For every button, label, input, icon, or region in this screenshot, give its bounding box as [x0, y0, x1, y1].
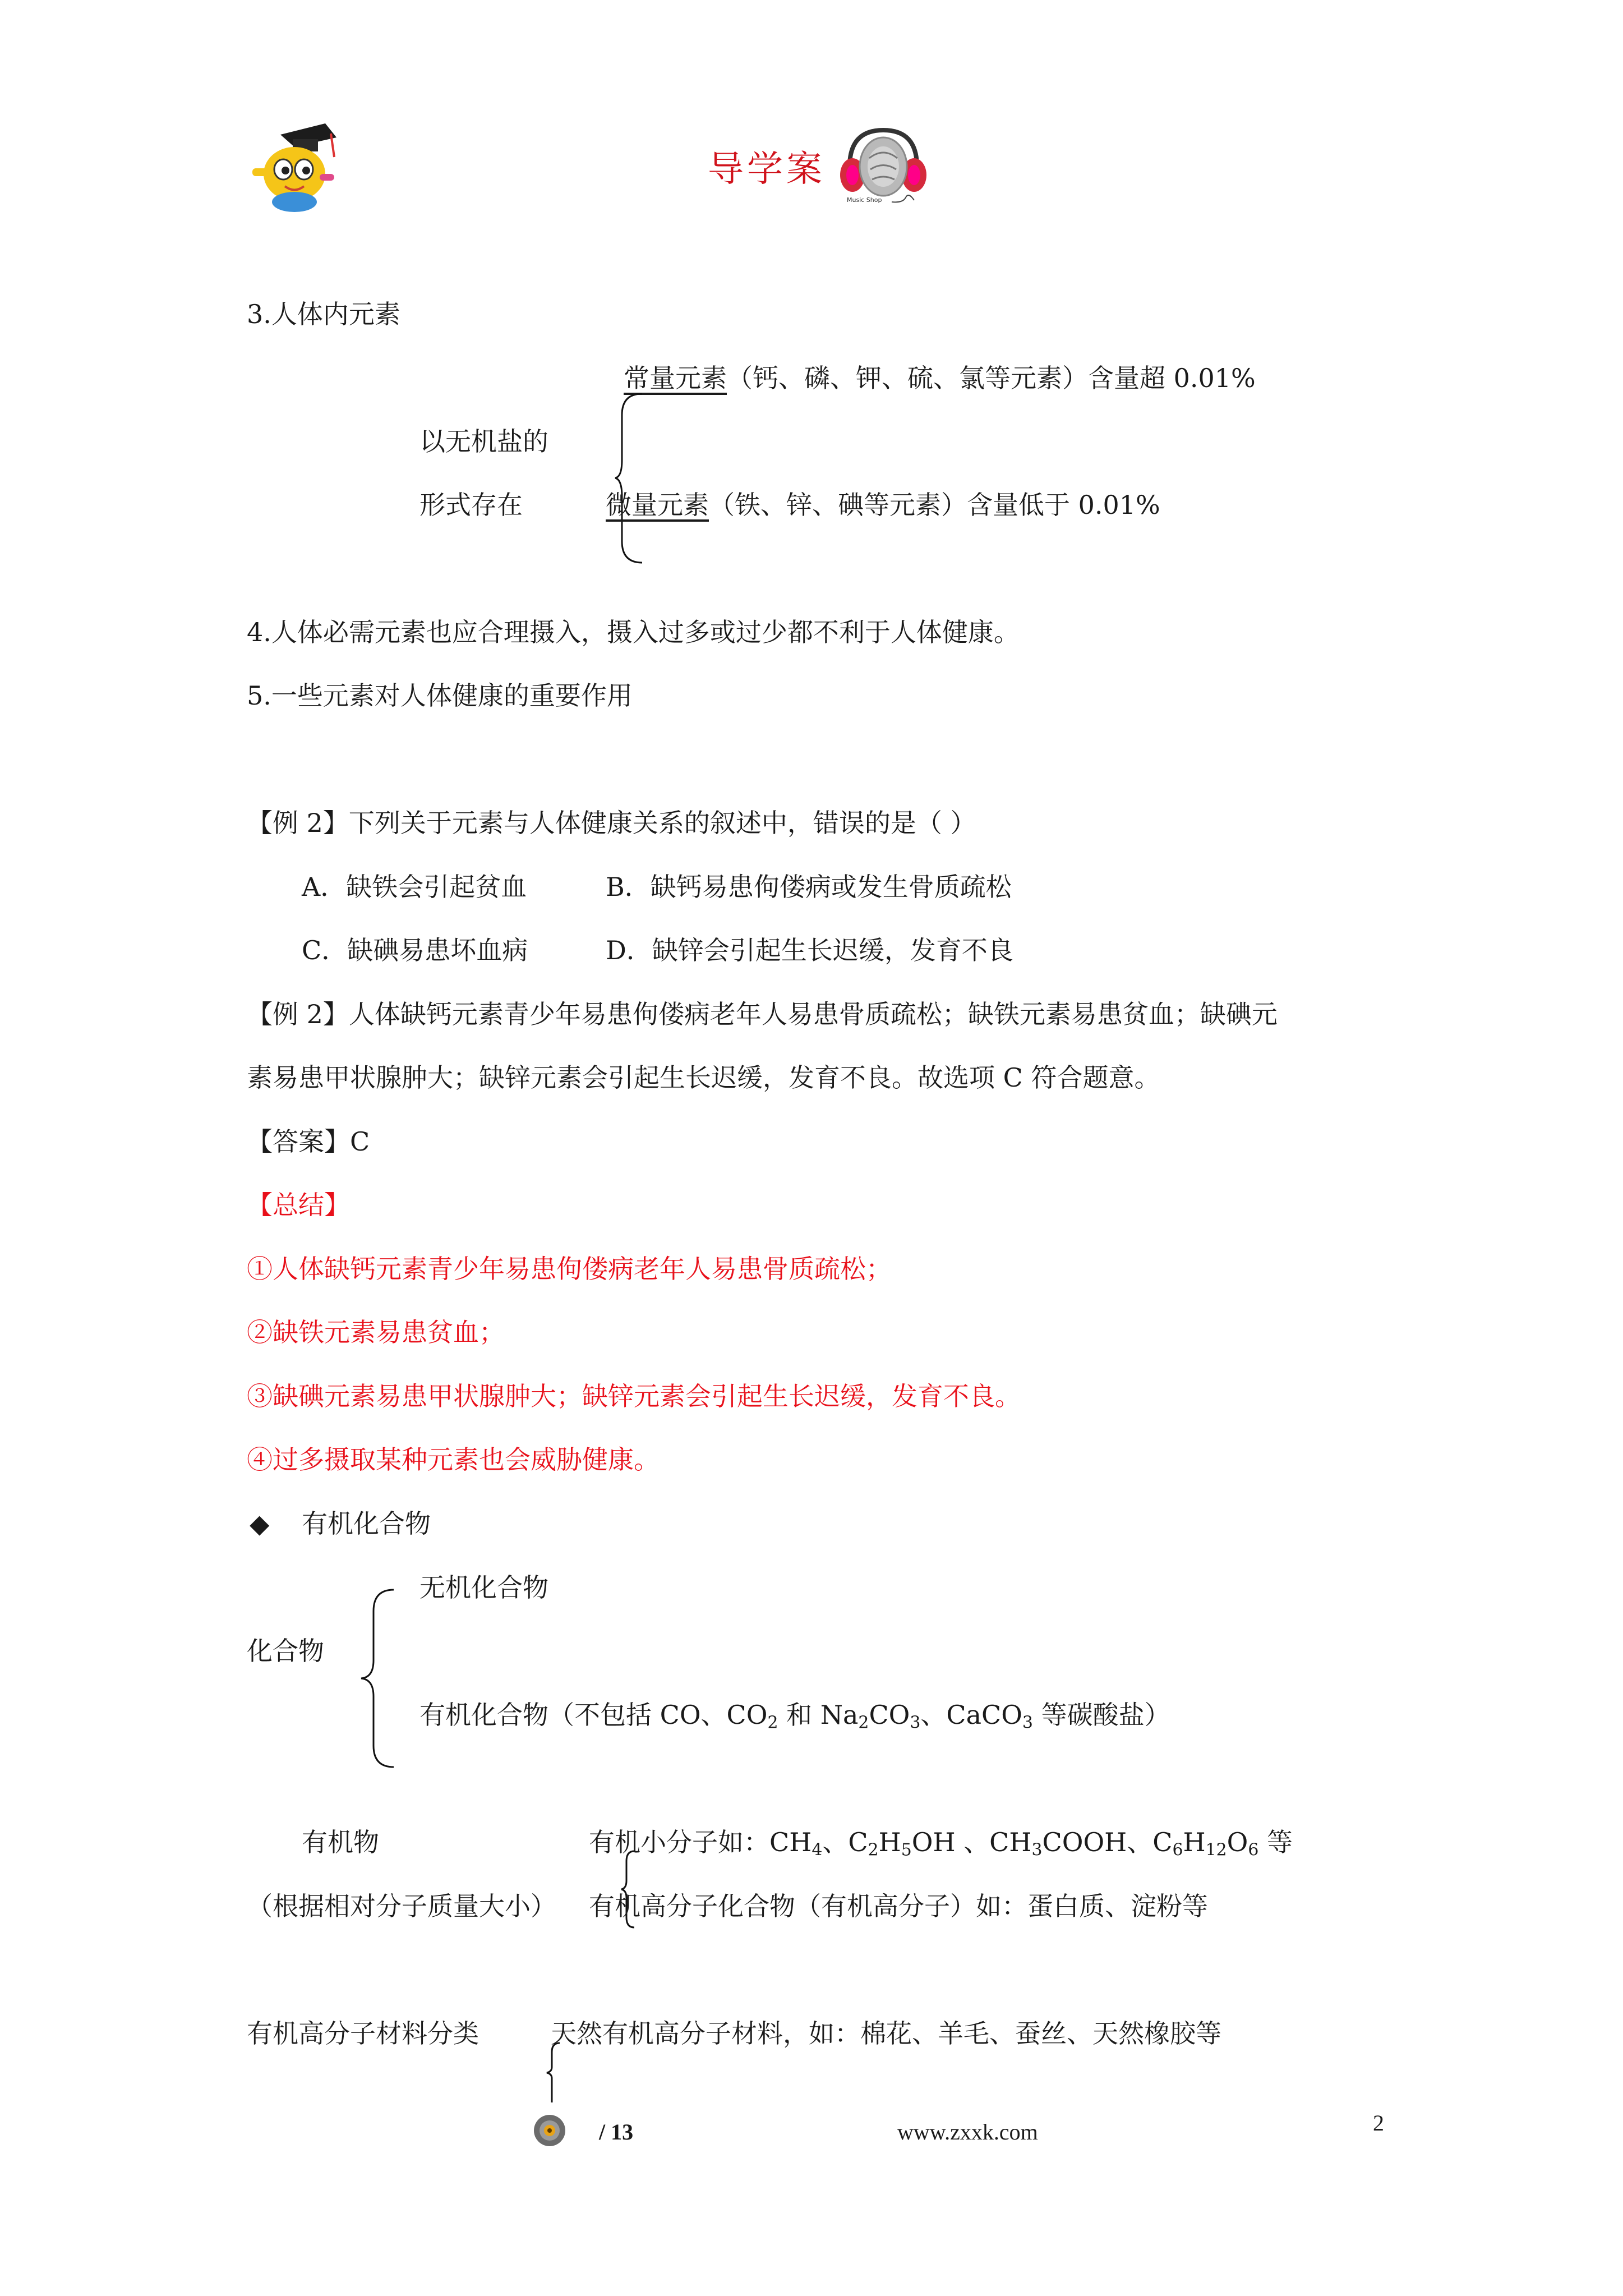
disc-icon: [533, 2114, 566, 2147]
brace-material: [545, 2042, 562, 2104]
summary-item: ③缺碘元素易患甲状腺肿大；缺锌元素会引起生长迟缓，发育不良。: [247, 1381, 1021, 1411]
brace-compound: [359, 1589, 398, 1768]
header-title: 导学案: [708, 149, 826, 190]
macro-element-line: [624, 361, 1256, 395]
organic-compound-line: 有机化合物（不包括 CO、$CO_2$ 和 $Na_2CO_3$、CaCO$_3$ 等碳酸盐）: [419, 1700, 1170, 1733]
compound-label: 化合物: [247, 1636, 324, 1666]
micro-description: （铁、锌、碘等元素）含量低于 0.01%: [709, 490, 1160, 520]
summary-item: ①人体缺钙元素青少年易患佝偻病老年人易患骨质疏松；: [247, 1254, 892, 1284]
natural-polymer-line: 天然有机高分子材料，如：棉花、羊毛、蚕丝、天然橡胶等: [551, 2018, 1221, 2049]
music-shop-logo-text: Music Shop: [847, 196, 882, 204]
micro-term: 微量元素: [606, 490, 709, 520]
summary-item: ④过多摄取某种元素也会威胁健康。: [247, 1444, 660, 1475]
group-label-line2: 形式存在: [419, 490, 523, 520]
mascot-logo: [241, 112, 336, 213]
option-b: B．缺钙易患佝偻病或发生骨质疏松: [606, 872, 1012, 902]
material-classification-label: 有机高分子材料分类: [247, 2018, 479, 2049]
option-a: A．缺铁会引起贫血: [302, 872, 527, 902]
large-molecule-line: 有机高分子化合物（有机高分子）如：蛋白质、淀粉等: [589, 1891, 1208, 1921]
section3-heading: 3.人体内元素: [247, 299, 400, 329]
example-question: 【例 2】下列关于元素与人体健康关系的叙述中，错误的是（ ）: [247, 808, 976, 838]
classification-basis: （根据相对分子质量大小）: [247, 1891, 556, 1921]
option-d: D．缺锌会引起生长迟缓，发育不良: [606, 935, 1013, 965]
page-number: 2: [1373, 2110, 1384, 2136]
music-shop-logo: [836, 119, 931, 209]
answer: 【答案】C: [247, 1126, 370, 1157]
brace-element-group: [614, 393, 648, 564]
small-molecule-line: 有机小分子如：$CH_4$、$C_2H_5OH$ 、$CH_3COOH$、$C_6H_{12}O_6$ 等: [589, 1827, 1293, 1860]
inorganic-compound: 无机化合物: [419, 1572, 548, 1603]
analysis-line2: 素易患甲状腺肿大；缺锌元素会引起生长迟缓，发育不良。故选项 C 符合题意。: [247, 1062, 1160, 1093]
macro-description: （钙、磷、钾、硫、氯等元素）含量超 0.01%: [727, 363, 1256, 393]
organic-heading: 有机化合物: [302, 1508, 431, 1539]
macro-term: 常量元素: [624, 363, 727, 393]
organic-matter-label: 有机物: [302, 1827, 379, 1857]
analysis-line1: 【例 2】人体缺钙元素青少年易患佝偻病老年人易患骨质疏松；缺铁元素易患贫血；缺碘元: [247, 999, 1278, 1029]
option-c: C．缺碘易患坏血病: [302, 935, 528, 965]
website-link[interactable]: www.zxxk.com: [897, 2119, 1038, 2145]
summary-title: 【总结】: [247, 1190, 350, 1220]
diamond-bullet-icon: ◆: [250, 1508, 270, 1539]
section5-text: 5.一些元素对人体健康的重要作用: [247, 680, 633, 711]
page-total: / 13: [599, 2119, 634, 2145]
group-label-line1: 以无机盐的: [419, 426, 548, 457]
micro-element-line: [606, 488, 1160, 522]
section4-text: 4.人体必需元素也应合理摄入，摄入过多或过少都不利于人体健康。: [247, 617, 1020, 647]
summary-item: ②缺铁元素易患贫血；: [247, 1317, 505, 1347]
